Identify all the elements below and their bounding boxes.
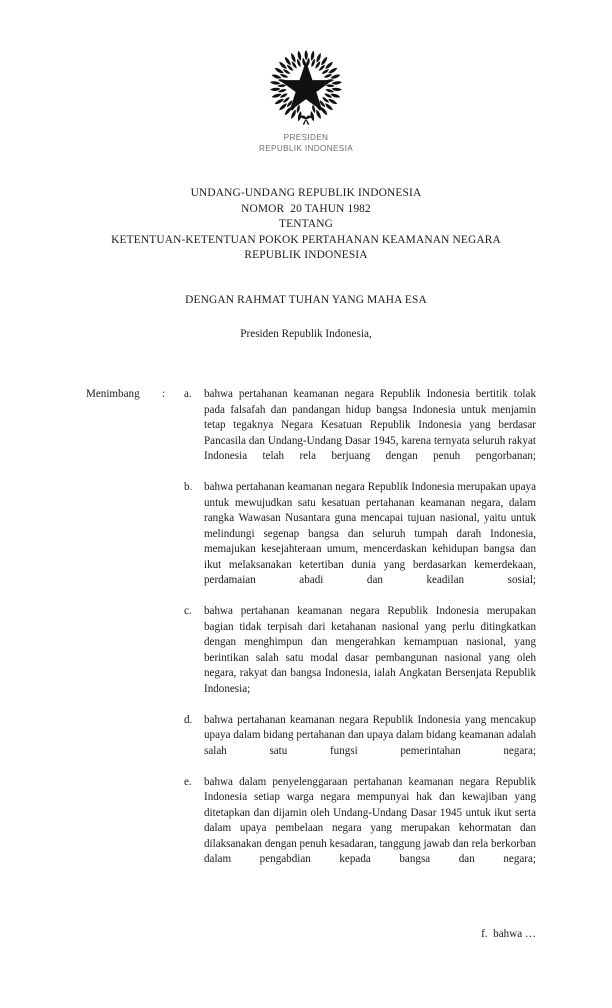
- title-line-act: UNDANG-UNDANG REPUBLIK INDONESIA: [190, 187, 422, 199]
- presiden-caption-line2: REPUBLIK INDONESIA: [258, 143, 354, 153]
- clause-text: bahwa pertahanan keamanan negara Republik Indonesia yang mencakup upaya dalam bidang pertahanan dan upaya dalam bidang keamanan adalah salah satu fungsi pemerintahan negara;: [204, 713, 536, 757]
- list-item: [184, 480, 536, 604]
- clause-marker: e.: [184, 775, 192, 788]
- document-title: [36, 186, 576, 264]
- clause-marker: a.: [184, 388, 192, 400]
- clause-marker: d.: [184, 713, 193, 726]
- presiden-caption: [0, 133, 612, 154]
- clause-marker: c.: [184, 605, 192, 617]
- indonesian-presidential-star-wreath-emblem: [264, 44, 348, 128]
- title-line-subject-1: KETENTUAN-KETENTUAN POKOK PERTAHANAN KEAMANAN NEGARA: [111, 233, 501, 246]
- list-item: [184, 713, 536, 775]
- list-item: [184, 604, 536, 713]
- clause-marker: b.: [184, 481, 193, 493]
- title-line-number: NOMOR 20 TAHUN 1982: [241, 202, 371, 215]
- signatory-line: Presiden Republik Indonesia,: [240, 328, 372, 340]
- considering-colon: :: [162, 388, 166, 400]
- considering-row: [86, 387, 536, 883]
- clause-text: bahwa pertahanan keamanan negara Republik Indonesia merupakan bagian tidak terpisah dari ketahanan nasional yang perlu ditingkatkan dengan menghimpun dan mengerahkan kemampuan nasional, yang berintikan salah satu modal dasar pembangunan nasional yang oleh negara, rakyat dan bangsa Indonesia, ialah Angkatan Bersenjata Republik Indonesia;: [204, 605, 536, 695]
- considering-label: Menimbang: [86, 388, 140, 400]
- emblem-container: [0, 44, 612, 133]
- clause-text: bahwa dalam penyelenggaraan pertahanan keamanan negara Republik Indonesia setiap warga negara mempunyai hak dan kewajiban yang ditetapkan dan dijamin oleh Undang-Undang Dasar 1945 untuk ikut serta dalam upaya pembelaan negara yang merupakan kehormatan dan dilaksanakan dengan penuh kesadaran, tanggung jawab dan rela berkorban dalam pengabdian kepada bangsa dan negara;: [204, 775, 536, 865]
- considering-item-list: [184, 387, 536, 883]
- list-item: [184, 775, 536, 884]
- invocation-line: DENGAN RAHMAT TUHAN YANG MAHA ESA: [185, 294, 427, 306]
- page-catchword: f. bahwa …: [481, 928, 536, 940]
- considering-section: [86, 387, 536, 883]
- list-item: [184, 387, 536, 480]
- title-line-subject-2: REPUBLIK INDONESIA: [244, 249, 368, 262]
- clause-text: bahwa pertahanan keamanan negara Republik Indonesia merupakan upaya untuk mewujudkan satu kesatuan pertahanan keamanan negara, dalam rangka Wawasan Nusantara guna mencapai tujuan nasional, yaitu untuk melindungi segenap bangsa dan seluruh tumpah darah Indonesia, memajukan kesejahteraan umum, mencerdaskan kehidupan bangsa dan ikut melaksanakan ketertiban dunia yang berdasarkan kemerdekaan, perdamaian abadi dan keadilan sosial;: [204, 481, 536, 586]
- title-line-about: TENTANG: [279, 218, 333, 231]
- clause-text: bahwa pertahanan keamanan negara Republik Indonesia bertitik tolak pada falsafah dan pandangan hidup bangsa Indonesia untuk menjamin tetap tegaknya Negara Kesatuan Republik Indonesia yang berdasar Pancasila dan Undang-Undang Dasar 1945, karena ternyata seluruh rakyat Indonesia telah rela berjuang dengan penuh pengorbanan;: [204, 388, 536, 462]
- presiden-caption-line1: PRESIDEN: [283, 133, 329, 142]
